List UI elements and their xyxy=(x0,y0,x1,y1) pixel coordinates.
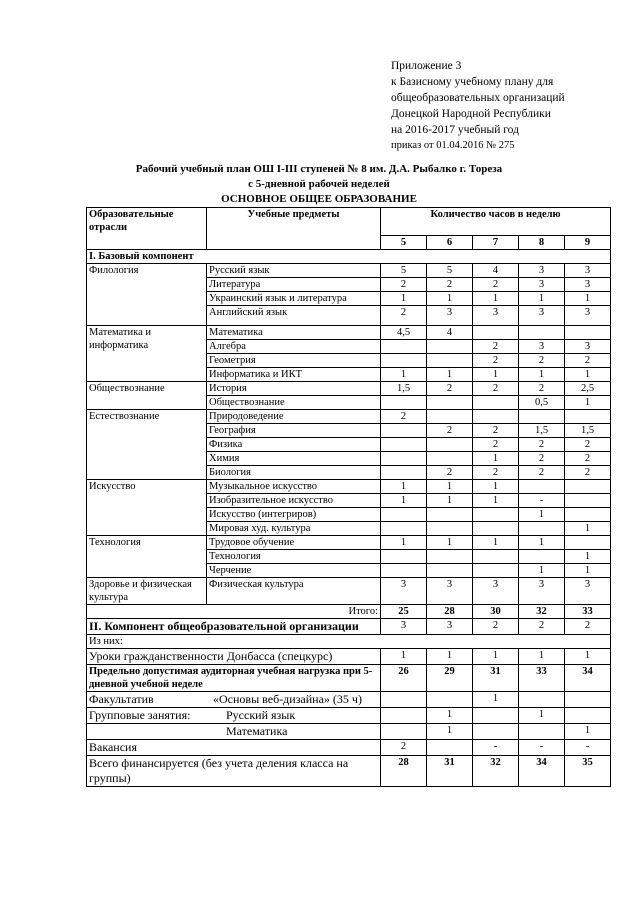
hours-cell: 1 xyxy=(381,494,427,508)
hours-cell xyxy=(427,692,473,708)
hours-cell: 1 xyxy=(565,368,611,382)
hours-cell xyxy=(427,396,473,410)
funded-row xyxy=(87,756,611,787)
hours-cell: 2 xyxy=(381,410,427,424)
grade-header: 9 xyxy=(565,236,611,250)
hours-cell xyxy=(473,326,519,340)
table-row xyxy=(87,536,611,550)
hours-cell: 28 xyxy=(381,756,427,787)
appendix-header xyxy=(391,58,565,154)
hours-cell xyxy=(427,564,473,578)
hours-cell xyxy=(565,326,611,340)
hours-cell: 34 xyxy=(565,665,611,692)
table-row xyxy=(87,578,611,605)
hours-cell xyxy=(473,396,519,410)
hours-cell: 2 xyxy=(519,619,565,635)
total-row xyxy=(87,605,611,619)
plan-level: ОСНОВНОЕ ОБЩЕЕ ОБРАЗОВАНИЕ xyxy=(221,193,417,205)
table-row xyxy=(87,326,611,340)
hours-cell xyxy=(381,424,427,438)
hours-cell: 33 xyxy=(565,605,611,619)
subject-cell: Биология xyxy=(207,466,381,480)
hours-cell xyxy=(519,692,565,708)
header-hours: Количество часов в неделю xyxy=(381,208,611,236)
hours-cell: - xyxy=(473,740,519,756)
hours-cell: 1 xyxy=(519,368,565,382)
header-line: Приложение 3 xyxy=(391,60,462,72)
hours-cell xyxy=(519,480,565,494)
hours-cell: 1 xyxy=(519,536,565,550)
hours-cell: 2 xyxy=(565,466,611,480)
hours-cell: 1 xyxy=(519,708,565,724)
hours-cell xyxy=(381,724,427,740)
subject-cell: Обществознание xyxy=(207,396,381,410)
hours-cell: 2 xyxy=(565,438,611,452)
hours-cell: 2 xyxy=(519,438,565,452)
hours-cell: 34 xyxy=(519,756,565,787)
hours-cell: 1 xyxy=(519,292,565,306)
hours-cell: 1 xyxy=(427,536,473,550)
hours-cell: 2 xyxy=(473,466,519,480)
hours-cell xyxy=(565,536,611,550)
hours-cell xyxy=(473,522,519,536)
hours-cell: 1 xyxy=(565,396,611,410)
grade-header: 8 xyxy=(519,236,565,250)
subject-cell: Русский язык xyxy=(207,264,381,278)
hours-cell: 2 xyxy=(565,354,611,368)
hours-cell xyxy=(427,340,473,354)
hours-cell xyxy=(473,564,519,578)
grade-header: 5 xyxy=(381,236,427,250)
table-row xyxy=(87,635,611,649)
hours-cell xyxy=(381,340,427,354)
hours-cell: 3 xyxy=(381,578,427,605)
subject-cell: География xyxy=(207,424,381,438)
hours-cell: 1 xyxy=(473,692,519,708)
hours-cell: 3 xyxy=(519,578,565,605)
area-cell: Естествознание xyxy=(87,410,207,480)
subject-cell: Черчение xyxy=(207,564,381,578)
hours-cell: 1 xyxy=(473,292,519,306)
civics-row xyxy=(87,649,611,665)
hours-cell: 2 xyxy=(565,619,611,635)
hours-cell: 3 xyxy=(427,619,473,635)
hours-cell xyxy=(427,508,473,522)
hours-cell: 2,5 xyxy=(565,382,611,396)
hours-cell: 1 xyxy=(473,649,519,665)
civics-label: Уроки гражданственности Донбасса (спецкурс) xyxy=(87,649,381,665)
section-school xyxy=(87,619,611,635)
subject-cell: Музыкальное искусство xyxy=(207,480,381,494)
subject-cell: Искусство (интегриров) xyxy=(207,508,381,522)
subject-cell: Физическая культура xyxy=(207,578,381,605)
vacancy-label: Вакансия xyxy=(87,740,381,756)
hours-cell xyxy=(565,494,611,508)
hours-cell: - xyxy=(565,740,611,756)
hours-cell: 31 xyxy=(427,756,473,787)
subject-cell: Природоведение xyxy=(207,410,381,424)
hours-cell xyxy=(565,410,611,424)
hours-cell: 3 xyxy=(427,578,473,605)
table-row xyxy=(87,382,611,396)
hours-cell xyxy=(381,564,427,578)
hours-cell xyxy=(427,740,473,756)
subject-cell: Английский язык xyxy=(207,306,381,326)
hours-cell: 4 xyxy=(473,264,519,278)
hours-cell: 1,5 xyxy=(381,382,427,396)
subject-cell: Мировая худ. культура xyxy=(207,522,381,536)
hours-cell: 33 xyxy=(519,665,565,692)
hours-cell: 2 xyxy=(519,382,565,396)
area-cell: Здоровье и физическая культура xyxy=(87,578,207,605)
hours-cell: 1 xyxy=(427,649,473,665)
hours-cell: 2 xyxy=(565,452,611,466)
subject-cell: Украинский язык и литература xyxy=(207,292,381,306)
subject-cell: Технология xyxy=(207,550,381,564)
hours-cell: 3 xyxy=(473,306,519,326)
hours-cell: 3 xyxy=(381,619,427,635)
hours-cell: 5 xyxy=(427,264,473,278)
elective-label: Факультатив xyxy=(89,692,154,706)
area-cell: Искусство xyxy=(87,480,207,536)
area-cell: Филология xyxy=(87,264,207,326)
hours-cell: 1 xyxy=(519,508,565,522)
hours-cell xyxy=(381,396,427,410)
area-cell: Технология xyxy=(87,536,207,578)
grade-header: 7 xyxy=(473,236,519,250)
hours-cell xyxy=(427,438,473,452)
hours-cell: - xyxy=(519,740,565,756)
hours-cell: 3 xyxy=(565,264,611,278)
hours-cell: 1 xyxy=(565,649,611,665)
hours-cell: 26 xyxy=(381,665,427,692)
hours-cell: 1 xyxy=(427,494,473,508)
hours-cell: 2 xyxy=(427,424,473,438)
hours-cell: 2 xyxy=(381,740,427,756)
hours-cell xyxy=(565,708,611,724)
header-line: общеобразовательных организаций xyxy=(391,92,565,104)
table-row xyxy=(87,264,611,278)
hours-cell: 1 xyxy=(473,452,519,466)
subject-cell: Изобразительное искусство xyxy=(207,494,381,508)
hours-cell: 3 xyxy=(519,340,565,354)
hours-cell: 1 xyxy=(381,368,427,382)
hours-cell: 2 xyxy=(381,278,427,292)
elective-name: «Основы веб-дизайна» (35 ч) xyxy=(213,692,362,706)
hours-cell: 3 xyxy=(473,578,519,605)
hours-cell: 0,5 xyxy=(519,396,565,410)
hours-cell: 2 xyxy=(381,306,427,326)
hours-cell xyxy=(381,550,427,564)
header-area: Образовательные отрасли xyxy=(87,208,207,250)
hours-cell: 1 xyxy=(427,368,473,382)
subject-cell: Трудовое обучение xyxy=(207,536,381,550)
hours-cell: 31 xyxy=(473,665,519,692)
hours-cell: 1 xyxy=(427,724,473,740)
hours-cell: 3 xyxy=(565,306,611,326)
table-row xyxy=(87,410,611,424)
hours-cell xyxy=(519,326,565,340)
curriculum-table xyxy=(86,207,611,787)
hours-cell xyxy=(381,452,427,466)
section-basic: I. Базовый компонент xyxy=(87,250,611,264)
header-line: Донецкой Народной Республики xyxy=(391,108,551,120)
group-row xyxy=(87,708,611,724)
hours-cell: 30 xyxy=(473,605,519,619)
hours-cell xyxy=(381,692,427,708)
hours-cell: 1 xyxy=(427,480,473,494)
hours-cell xyxy=(473,550,519,564)
hours-cell: 1 xyxy=(381,649,427,665)
hours-cell xyxy=(427,550,473,564)
hours-cell: 3 xyxy=(565,578,611,605)
header-line: к Базисному учебному плану для xyxy=(391,76,554,88)
subject-cell: Геометрия xyxy=(207,354,381,368)
group-math-cell xyxy=(87,724,381,740)
hours-cell: 35 xyxy=(565,756,611,787)
of-them-label: Из них: xyxy=(87,635,611,649)
hours-cell: 1 xyxy=(381,536,427,550)
total-label: Итого: xyxy=(87,605,381,619)
section-school-label: II. Компонент общеобразовательной организации xyxy=(87,619,381,635)
max-load-label: Предельно допустимая аудиторная учебная нагрузка при 5-дневной учебной неделе xyxy=(87,665,381,692)
hours-cell: - xyxy=(519,494,565,508)
hours-cell xyxy=(519,724,565,740)
hours-cell: 2 xyxy=(427,382,473,396)
hours-cell xyxy=(565,508,611,522)
hours-cell: 3 xyxy=(565,340,611,354)
subject-cell: Физика xyxy=(207,438,381,452)
hours-cell: 1 xyxy=(427,292,473,306)
subject-cell: Алгебра xyxy=(207,340,381,354)
hours-cell: 3 xyxy=(519,278,565,292)
hours-cell xyxy=(381,466,427,480)
hours-cell: 1 xyxy=(473,494,519,508)
group-label: Групповые занятия: xyxy=(89,708,191,722)
hours-cell xyxy=(381,708,427,724)
hours-cell: 2 xyxy=(519,452,565,466)
hours-cell xyxy=(427,410,473,424)
hours-cell xyxy=(473,708,519,724)
hours-cell: 4 xyxy=(427,326,473,340)
hours-cell: 1 xyxy=(381,480,427,494)
group-math-label: Математика xyxy=(226,724,288,738)
hours-cell: 28 xyxy=(427,605,473,619)
hours-cell xyxy=(427,354,473,368)
plan-title: Рабочий учебный план ОШ I-III ступеней № 8 им. Д.А. Рыбалко г. Тореза xyxy=(135,163,503,175)
area-cell: Математика и информатика xyxy=(87,326,207,382)
hours-cell: 3 xyxy=(427,306,473,326)
hours-cell: 2 xyxy=(519,466,565,480)
hours-cell: 2 xyxy=(473,340,519,354)
order-line: приказ от 01.04.2016 № 275 xyxy=(391,140,515,151)
subject-cell: Литература xyxy=(207,278,381,292)
hours-cell: 3 xyxy=(519,306,565,326)
hours-cell: 2 xyxy=(473,278,519,292)
elective-cell xyxy=(87,692,381,708)
hours-cell: 4,5 xyxy=(381,326,427,340)
plan-subtitle: с 5-дневной рабочей неделей xyxy=(248,178,390,190)
hours-cell xyxy=(427,452,473,466)
hours-cell: 2 xyxy=(473,619,519,635)
hours-cell xyxy=(381,438,427,452)
hours-cell: 32 xyxy=(519,605,565,619)
table-row xyxy=(87,480,611,494)
funded-label: Всего финансируется (без учета деления класса на группы) xyxy=(87,756,381,787)
hours-cell xyxy=(381,522,427,536)
hours-cell xyxy=(473,724,519,740)
hours-cell xyxy=(519,522,565,536)
subject-cell: История xyxy=(207,382,381,396)
hours-cell: 1 xyxy=(565,724,611,740)
grade-header: 6 xyxy=(427,236,473,250)
elective-row xyxy=(87,692,611,708)
hours-cell xyxy=(381,354,427,368)
hours-cell xyxy=(519,410,565,424)
hours-cell xyxy=(427,522,473,536)
hours-cell xyxy=(519,550,565,564)
hours-cell: 1,5 xyxy=(519,424,565,438)
hours-cell: 1 xyxy=(519,649,565,665)
hours-cell: 29 xyxy=(427,665,473,692)
vacancy-row xyxy=(87,740,611,756)
hours-cell: 1 xyxy=(565,550,611,564)
subject-cell: Математика xyxy=(207,326,381,340)
hours-cell: 3 xyxy=(565,278,611,292)
hours-cell: 1 xyxy=(565,564,611,578)
hours-cell: 3 xyxy=(519,264,565,278)
hours-cell: 1 xyxy=(381,292,427,306)
hours-cell xyxy=(565,480,611,494)
subject-cell: Информатика и ИКТ xyxy=(207,368,381,382)
area-cell: Обществознание xyxy=(87,382,207,410)
header-subjects: Учебные предметы xyxy=(207,208,381,250)
hours-cell xyxy=(473,410,519,424)
hours-cell: 1 xyxy=(473,480,519,494)
hours-cell: 2 xyxy=(473,424,519,438)
max-load-row xyxy=(87,665,611,692)
hours-cell xyxy=(473,508,519,522)
hours-cell: 1 xyxy=(565,292,611,306)
group-cell xyxy=(87,708,381,724)
hours-cell: 2 xyxy=(427,278,473,292)
hours-cell xyxy=(565,692,611,708)
hours-cell xyxy=(381,508,427,522)
hours-cell: 5 xyxy=(381,264,427,278)
hours-cell: 1 xyxy=(473,368,519,382)
hours-cell: 1,5 xyxy=(565,424,611,438)
hours-cell: 1 xyxy=(427,708,473,724)
group-row xyxy=(87,724,611,740)
hours-cell: 1 xyxy=(473,536,519,550)
hours-cell: 2 xyxy=(473,438,519,452)
hours-cell: 2 xyxy=(519,354,565,368)
subject-cell: Химия xyxy=(207,452,381,466)
group-russian-label: Русский язык xyxy=(226,708,296,722)
hours-cell: 1 xyxy=(565,522,611,536)
hours-cell: 2 xyxy=(473,382,519,396)
hours-cell: 32 xyxy=(473,756,519,787)
hours-cell: 2 xyxy=(427,466,473,480)
hours-cell: 25 xyxy=(381,605,427,619)
hours-cell: 2 xyxy=(473,354,519,368)
header-line: на 2016-2017 учебный год xyxy=(391,124,519,136)
hours-cell: 1 xyxy=(519,564,565,578)
